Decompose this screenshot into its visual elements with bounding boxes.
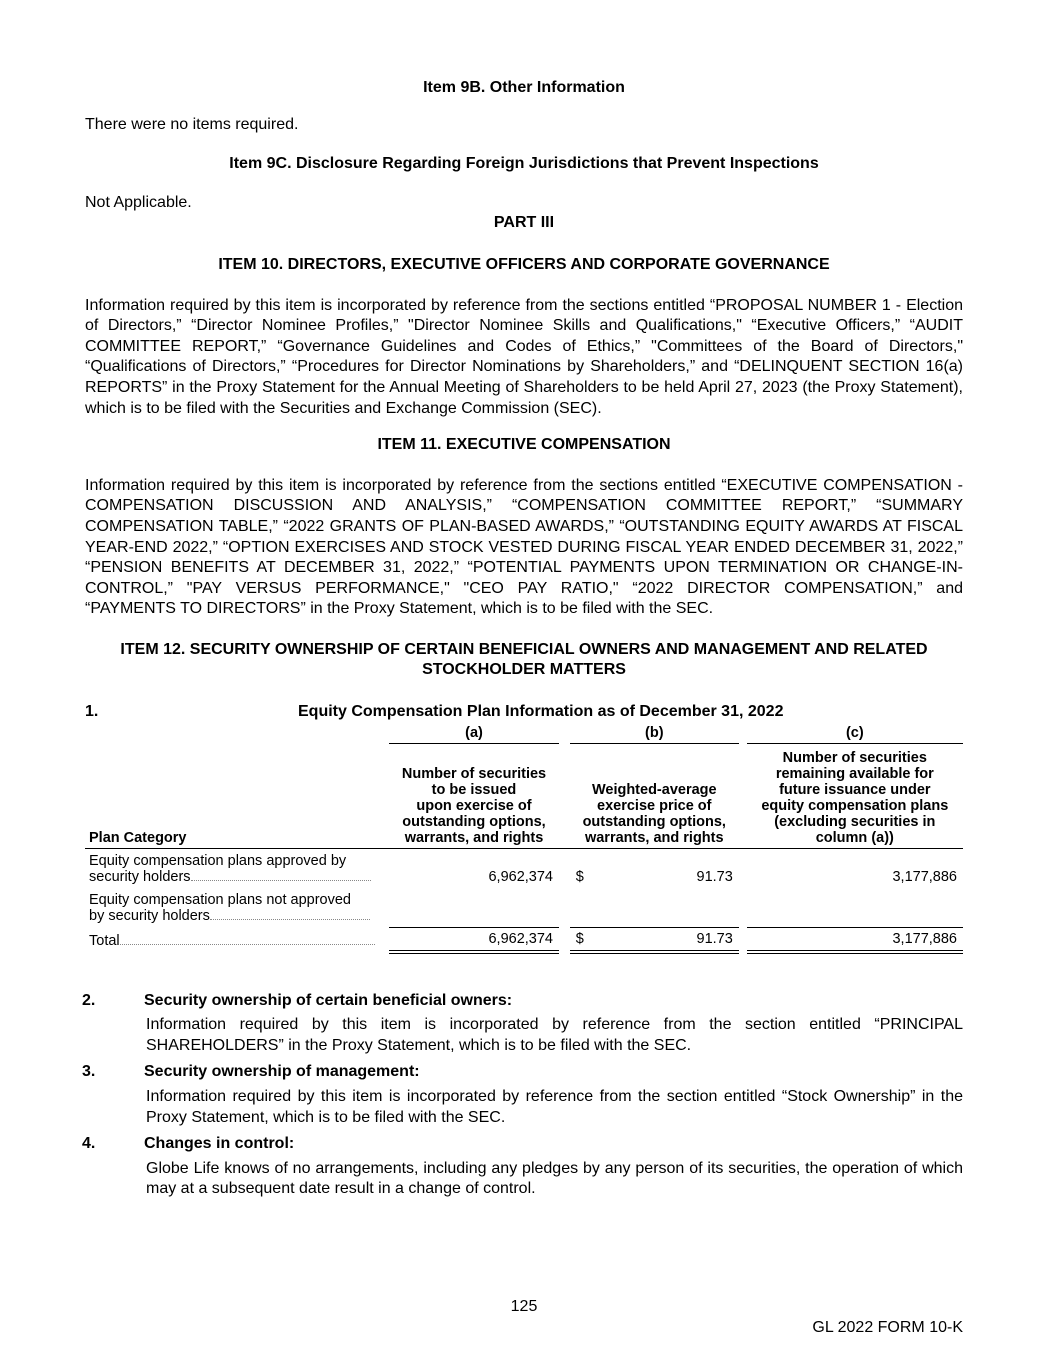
total-value-a: 6,962,374 (389, 927, 559, 952)
row-value-a: 6,962,374 (488, 869, 553, 886)
section-beneficial-owners (82, 991, 963, 1057)
section-text: Globe Life knows of no arrangements, including any pledges by any person of its securities, the operation of which may at a subsequent date result in a change of control. (146, 1159, 963, 1198)
table-row (85, 849, 963, 889)
item-9c-text: Not Applicable. (85, 193, 192, 211)
equity-compensation-table (85, 725, 963, 954)
col-a-letter: (a) (389, 725, 559, 744)
section-number: 4. (82, 1135, 96, 1153)
row-dollar (570, 888, 590, 927)
total-value-b: 91.73 (590, 927, 739, 952)
row-label: Equity compensation plans not approved by security holders (85, 888, 378, 927)
section-number: 2. (82, 991, 96, 1009)
item-11-text: Information required by this item is incorporated by reference from the sections entitled “EXECUTIVE COMPENSATION - COMPENSATION DISCUSSION AND ANALYSIS,” “COMPENSATION COMMITTEE REPORT,” “SUMMARY COMPENSATION TABLE,” “2022 GRANTS OF PLAN-BASED AWARDS,” “OUTSTANDING EQUITY AWARDS AT FISCAL YEAR-END 2022,” “OPTION EXERCISES AND STOCK VESTED DURING FISCAL YEAR ENDED DECEMBER 31, 2022,” “PENSION BENEFITS AT DECEMBER 31, 2022,” “POTENTIAL PAYMENTS UPON TERMINATION OR CHANGE-IN-CONTROL,” "PAY VERSUS PERFORMANCE," "CEO PAY RATIO," “2022 DIRECTOR COMPENSATION,” and “PAYMENTS TO DIRECTORS” in the Proxy Statement, which is to be filed with the SEC. (85, 476, 963, 618)
total-dollar: $ (570, 927, 590, 952)
row-value-a (389, 888, 559, 927)
row-value-b: 91.73 (696, 869, 733, 886)
equity-table-number: 1. (85, 703, 99, 721)
row-value-b (590, 888, 739, 927)
col-c-letter: (c) (747, 725, 963, 744)
document-page (82, 78, 963, 1200)
section-changes-in-control (82, 1134, 963, 1200)
section-text: Information required by this item is incorporated by reference from the section entitled “Stock Ownership” in the Proxy Statement, which is to be filed with the SEC. (146, 1087, 963, 1126)
item-12-heading-line1: ITEM 12. SECURITY OWNERSHIP OF CERTAIN BENEFICIAL OWNERS AND MANAGEMENT AND RELATED (120, 640, 928, 658)
total-label: Total (85, 927, 378, 952)
page-number: 125 (510, 1298, 538, 1315)
col-c-header: Number of securities remaining available for future issuance under equity compensation plans (excluding securities in column (a)) (747, 744, 963, 849)
item-11-heading: ITEM 11. EXECUTIVE COMPENSATION (377, 436, 671, 454)
section-heading: Security ownership of management: (144, 1063, 420, 1081)
row-label: Equity compensation plans approved by security holders (85, 849, 378, 889)
part-3-heading: PART III (493, 214, 555, 232)
total-value-c: 3,177,886 (747, 927, 963, 952)
table-row (85, 888, 963, 927)
total-row (85, 927, 963, 952)
equity-table-title: Equity Compensation Plan Information as of December 31, 2022 (298, 703, 784, 721)
row-dollar: $ (575, 869, 584, 886)
item-9c-heading: Item 9C. Disclosure Regarding Foreign Jurisdictions that Prevent Inspections (229, 155, 819, 173)
item-10-heading: ITEM 10. DIRECTORS, EXECUTIVE OFFICERS AND CORPORATE GOVERNANCE (218, 255, 830, 273)
col-b-letter: (b) (570, 725, 739, 744)
column-header-row (85, 744, 963, 849)
section-heading: Security ownership of certain beneficial owners: (144, 991, 513, 1009)
col-a-header: Number of securities to be issued upon exercise of outstanding options, warrants, and rights (389, 744, 559, 849)
section-management-ownership (82, 1062, 963, 1128)
section-text: Information required by this item is incorporated by reference from the section entitled “PRINCIPAL SHAREHOLDERS” in the Proxy Statement, which is to be filed with the SEC. (146, 1016, 963, 1054)
item-9b-heading: Item 9B. Other Information (423, 79, 625, 96)
row-value-c: 3,177,886 (892, 869, 957, 886)
item-12-heading (85, 640, 963, 681)
section-number: 3. (82, 1063, 96, 1081)
section-heading: Changes in control: (144, 1135, 295, 1153)
form-identifier: GL 2022 FORM 10-K (812, 1319, 963, 1336)
column-letter-row (85, 725, 963, 744)
col-b-header: Weighted-average exercise price of outstanding options, warrants, and rights (570, 744, 739, 849)
item-12-heading-line2: STOCKHOLDER MATTERS (422, 661, 626, 679)
item-10-text: Information required by this item is incorporated by reference from the sections entitled “PROPOSAL NUMBER 1 - Election of Directors,” “Director Nominee Profiles,” "Director Nominee Skills and Qualifications," “Executive Officers,” “AUDIT COMMITTEE REPORT,” “Governance Guidelines and Codes of Ethics,” "Committees of the Board of Directors," “Qualifications of Directors,” “Procedures for Director Nominations by Shareholders,” and “DELINQUENT SECTION 16(a) REPORTS” in the Proxy Statement for the Annual Meeting of Shareholders to be held April 27, 2023 (the Proxy Statement), which is to be filed with the Securities and Exchange Commission (SEC). (85, 296, 963, 417)
equity-table-title-row (85, 702, 963, 723)
item-9b-text: There were no items required. (85, 115, 299, 133)
plan-category-header: Plan Category (85, 744, 378, 849)
row-value-c (747, 888, 963, 927)
